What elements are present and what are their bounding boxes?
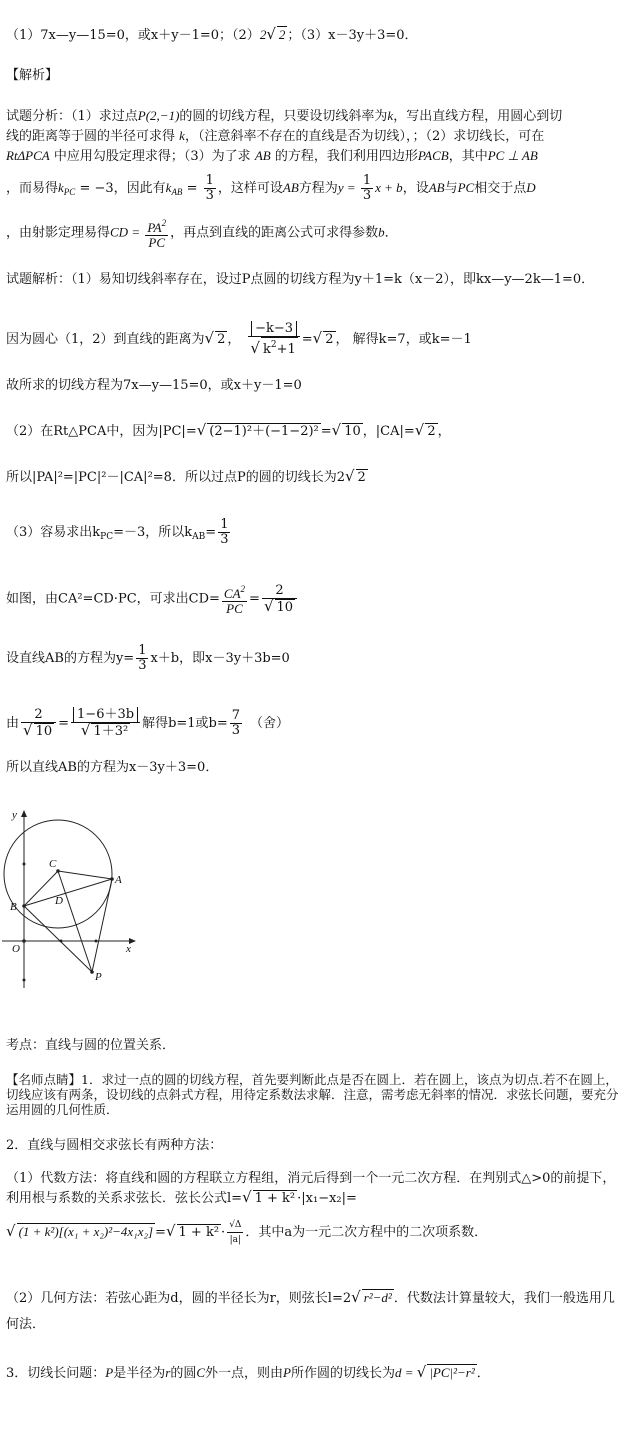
analysis-line-5: ，由射影定理易得CD = $\frac{PA^2}{PC}$ ，再点到直线的距离公式可求得参数b．: [6, 218, 398, 250]
segment-ap: [92, 879, 112, 972]
solution-line-10: 所以直线AB的方程为x－3y＋3=0．: [6, 760, 219, 775]
analysis-line-2: 线的距离等于圆的半径可求得 k，（注意斜率不存在的直线是否为切线），；（2）求切线长，可在: [6, 128, 545, 144]
solution-line-7: 如图，由CA²=CD·PC，可求出CD= $\frac{CA^2}{PC}$ = $\frac{2}{√ 10}$: [6, 582, 624, 616]
answer-part2-coef: 2: [259, 27, 267, 42]
geometry-figure: [0, 800, 150, 990]
notes-3: （1）代数方法：将直线和圆的方程联立方程组，消元后得到一个一元二次方程．在判别式△>0的前提下，利用根与系数的关系求弦长．弦长公式l=√ 1 + k² ·|x₁−x₂|=: [6, 1171, 616, 1206]
answer-line: （1）7x—y—15=0，或x＋y－1=0；（2）2√ 2 ；（3）x－3y＋3=0．: [6, 25, 418, 43]
answer-part3: ；（3）x－3y＋3=0．: [287, 28, 418, 43]
answer-part1: （1）7x—y—15=0，或x＋y－1=0；（2）: [6, 28, 260, 43]
solution-line-9: 由 $\frac{2}{√ 10}$ = $\frac{1-6+3b}{\text{√ 1＋3²}}$ 解得b=1或b= $\frac{7}{3}$ （舍）: [6, 707, 290, 739]
kaodian: 考点：直线与圆的位置关系．: [6, 1038, 176, 1053]
notes-6: 3．切线长问题：P是半径为r的圆C外一点，则由P所作圆的切线长为d = √ |PC|²−r² ．: [6, 1363, 490, 1381]
notes-4: √ (1 + k²)[(x₁ + x₂)²−4x₁x₂] =√ 1 + k² · $\frac{√\Delta}{|a|}$ ．其中a为一元二次方程中的二次项系数．: [6, 1220, 488, 1245]
solution-line-3: 故所求的切线方程为7x—y—15=0，或x＋y－1=0: [6, 378, 302, 393]
label-o: O: [12, 943, 20, 955]
solution-line-4: （2）在Rt△PCA中，因为|PC|=√ (2−1)²＋(−1−2)² =√ 10 ，|CA|=√ 2 ，: [6, 421, 451, 439]
segment-ca: [58, 871, 112, 879]
solution-line-2: 因为圆心（1，2）到直线的距离为√ 2 ， $\frac{-k-3}{√ k^2+1}$ =√ 2 ， 解得k=7，或k=－1: [6, 321, 472, 357]
jiexi-heading: 【解析】: [6, 68, 59, 83]
label-x: x: [126, 943, 131, 955]
solution-line-6: （3）容易求出$k_{PC}=-3$，所以$k_{AB}=$ $\frac{1}{3}$: [6, 517, 229, 547]
segment-bp: [24, 906, 92, 972]
label-b: B: [10, 901, 17, 913]
notes-2: 2．直线与圆相交求弦长有两种方法：: [6, 1138, 223, 1153]
solution-line-1: 试题解析：（1）易知切线斜率存在，设过P点圆的切线方程为y＋1=k（x－2），即kx—y—2k—1=0．: [6, 272, 595, 287]
notes-5: （2）几何方法：若弦心距为d，圆的半径长为r，则弦长l=2√ r²−d² ．代数法计算量较大，我们一般选用几何法．: [6, 1288, 615, 1332]
label-y: y: [12, 809, 17, 821]
notes-1: 【名师点睛】1．求过一点的圆的切线方程，首先要判断此点是否在圆上．若在圆上，该点为切点.若不在圆上，切线应该有两条，设切线的点斜式方程，用待定系数法求解．注意，需考虑无斜率的情况．求弦长问题，要充分运用圆的几何性质．: [6, 1072, 619, 1117]
label-d: D: [55, 895, 63, 907]
label-p: P: [95, 971, 102, 983]
analysis-line-3: RtΔPCA 中应用勾股定理求得；（3）为了求 AB 的方程，我们利用四边形PACB，其中PC ⊥ AB: [6, 148, 538, 164]
label-c: C: [49, 858, 57, 870]
analysis-line-1: 试题分析：（1）求过点P(2,−1)的圆的切线方程，只要设切线斜率为k，写出直线方程，用圆心到切: [6, 108, 563, 124]
answer-part2-radicand: 2: [278, 27, 286, 42]
segment-cp: [58, 871, 92, 972]
label-a: A: [115, 874, 122, 886]
analysis-line-4: ，而易得$k_{PC} = -3$，因此有$k_{AB}$ = $\frac{1}{3}$ ，这样可设AB方程为y = $\frac{1}{3}$ x + b，设AB与PC相交于点D: [6, 173, 536, 203]
solution-line-5: 所以|PA|²=|PC|²－|CA|²=8．所以过点P的圆的切线长为2√ 2: [6, 467, 366, 485]
solution-line-8: 设直线AB的方程为y= $\frac{1}{3}$ x＋b，即x－3y＋3b=0: [6, 643, 290, 673]
circle-c: [4, 820, 112, 928]
